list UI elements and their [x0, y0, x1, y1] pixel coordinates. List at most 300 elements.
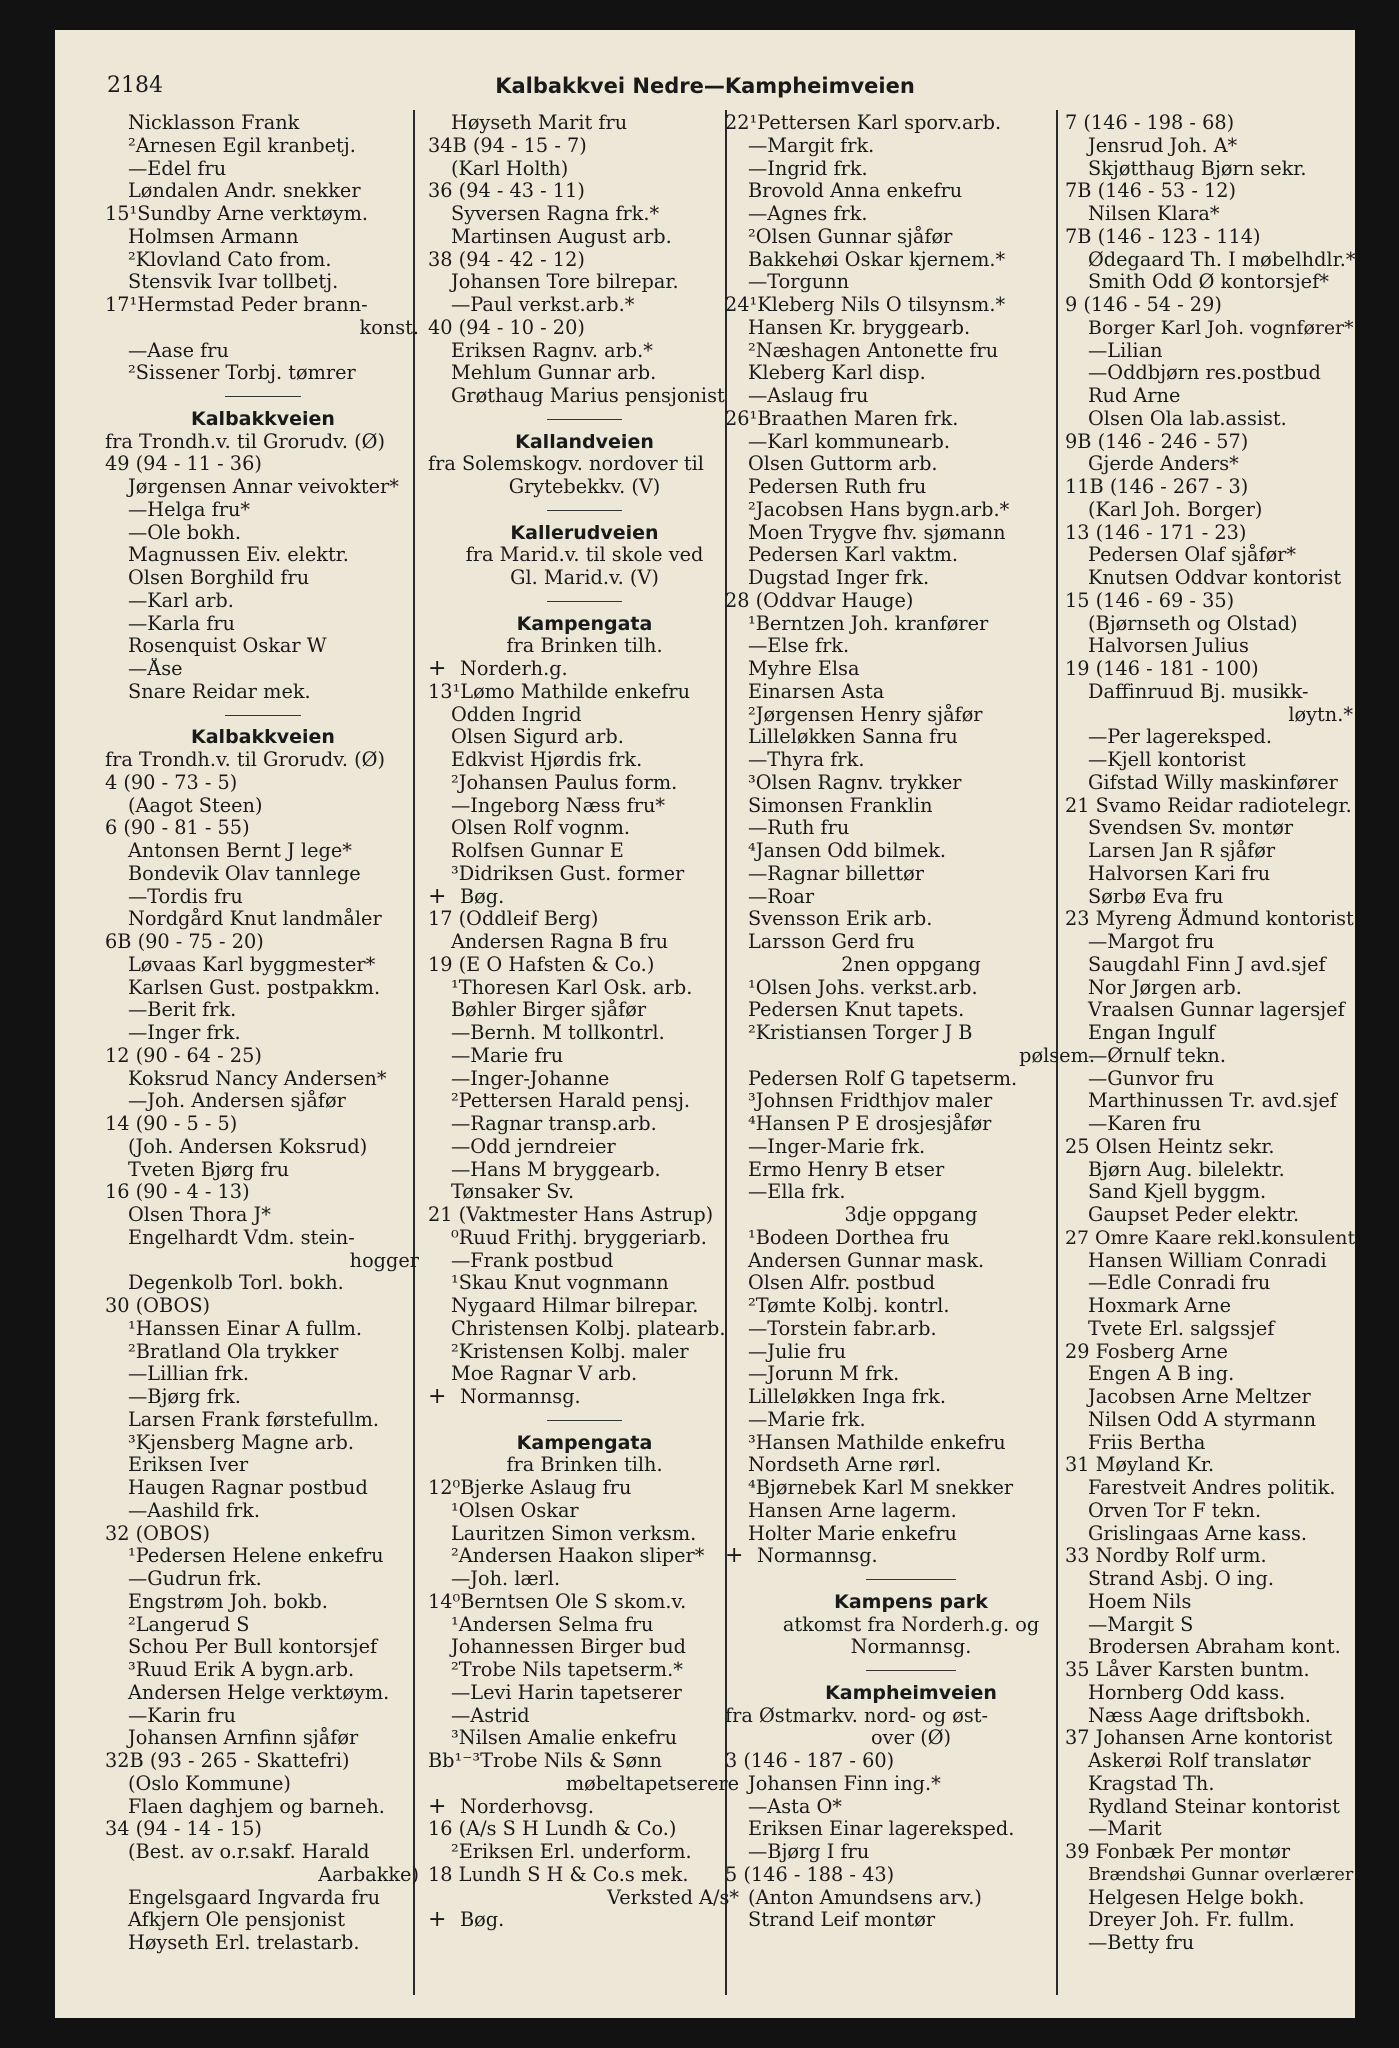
directory-entry: 34B (94 - 15 - 7) — [428, 134, 587, 157]
directory-entry: —Aslaug fru — [748, 385, 869, 407]
directory-entry: —Bjørg frk. — [128, 1386, 241, 1408]
cross-street-marker: + — [428, 1795, 447, 1819]
directory-entry: Dreyer Joh. Fr. fullm. — [1088, 1909, 1295, 1932]
directory-entry: —Paul verkst.arb.* — [451, 294, 635, 316]
directory-entry: ²Jørgensen Henry sjåfør — [748, 703, 983, 726]
directory-entry: pølsem. — [1019, 1044, 1095, 1067]
directory-entry: Rolfsen Gunnar E — [451, 840, 624, 862]
directory-entry: 13 (146 - 171 - 23) — [1065, 521, 1247, 544]
cross-street-name: Bøg. — [460, 1909, 505, 1932]
directory-entry: hogger — [349, 1249, 419, 1272]
directory-entry: ²Sissener Torbj. tømrer — [128, 362, 356, 385]
cross-street-name: Norderh.g. — [460, 658, 568, 680]
directory-entry: Brodersen Abraham kont. — [1088, 1636, 1341, 1659]
street-heading: Kallerudveien — [510, 521, 659, 544]
directory-entry: 7 (146 - 198 - 68) — [1065, 112, 1235, 134]
directory-entry: ³Johnsen Fridthjov maler — [748, 1090, 993, 1113]
cross-street-marker: + — [428, 885, 447, 909]
directory-entry: —Else frk. — [748, 635, 850, 658]
directory-entry: Olsen Sigurd arb. — [451, 726, 624, 749]
section-divider — [428, 590, 741, 613]
directory-entry: Afkjern Ole pensjonist — [128, 1909, 345, 1932]
directory-entry: —Margit frk. — [748, 134, 875, 157]
directory-entry: Bakkehøi Oskar kjernem.* — [748, 248, 1006, 271]
page-number: 2184 — [107, 73, 163, 98]
directory-entry: Simonsen Franklin — [748, 794, 933, 817]
street-heading: Kampengata — [516, 612, 653, 635]
directory-entry: Larsen Jan R sjåfør — [1088, 840, 1276, 862]
directory-entry: —Karin fru — [128, 1704, 236, 1727]
directory-entry: Saugdahl Finn J avd.sjef — [1088, 953, 1326, 976]
directory-entry: 35 Låver Karsten buntm. — [1065, 1659, 1310, 1681]
directory-entry: —Ella frk. — [748, 1181, 846, 1204]
cross-street-marker: + — [428, 1909, 447, 1932]
directory-entry: 28 (Oddvar Hauge) — [725, 589, 914, 612]
directory-entry: ³Didriksen Gust. former — [451, 862, 685, 885]
directory-entry: ⁴Hansen P E drosjesjåfør — [748, 1113, 992, 1135]
directory-entry: 22¹Pettersen Karl sporv.arb. — [725, 112, 1002, 134]
directory-entry: Gifstad Willy maskinfører — [1088, 771, 1338, 794]
running-title: Kalbakkvei Nedre—Kampheimveien — [495, 74, 915, 98]
directory-entry: —Tordis fru — [128, 885, 243, 908]
directory-entry: Halvorsen Kari fru — [1088, 862, 1271, 885]
directory-entry: Normannsg. — [850, 1636, 972, 1659]
directory-entry: Nor Jørgen arb. — [1088, 976, 1242, 999]
directory-entry: ²Arnesen Egil kranbetj. — [128, 134, 356, 157]
directory-entry: 3 (146 - 187 - 60) — [725, 1750, 895, 1772]
directory-entry: —Hans M bryggearb. — [451, 1158, 661, 1181]
directory-entry: Larsson Gerd fru — [748, 931, 915, 953]
directory-entry: —Åse — [128, 658, 183, 680]
directory-entry: Engan Ingulf — [1088, 1022, 1215, 1044]
directory-entry: Moen Trygve fhv. sjømann — [748, 521, 1006, 544]
directory-entry: ¹Thoresen Karl Osk. arb. — [451, 976, 693, 999]
directory-entry: 9 (146 - 54 - 29) — [1065, 294, 1222, 316]
directory-entry: Hansen Kr. bryggearb. — [748, 316, 971, 339]
directory-entry: 21 (Vaktmester Hans Astrup) — [428, 1204, 714, 1226]
directory-entry: 2nen oppgang — [841, 953, 981, 976]
directory-entry: Orven Tor F tekn. — [1088, 1499, 1262, 1522]
directory-entry: 25 Olsen Heintz sekr. — [1065, 1135, 1275, 1158]
directory-entry: ²Jacobsen Hans bygn.arb.* — [748, 498, 1010, 521]
directory-entry: ³Olsen Ragnv. trykker — [748, 771, 962, 794]
directory-entry: —Lillian frk. — [128, 1363, 249, 1386]
section-divider — [105, 704, 421, 727]
directory-entry: fra Marid.v. til skole ved — [465, 544, 704, 567]
directory-entry: —Ingeborg Næss fru* — [451, 794, 666, 817]
directory-entry: Lilleløkken Sanna fru — [748, 726, 958, 749]
directory-entry: Sørbø Eva fru — [1088, 885, 1224, 908]
directory-entry: —Berit frk. — [128, 999, 237, 1022]
directory-entry: Rosenquist Oskar W — [128, 635, 327, 658]
directory-entry: Pedersen Rolf G tapetserm. — [748, 1067, 1018, 1090]
section-divider — [105, 385, 421, 408]
directory-entry: Knutsen Oddvar kontorist — [1088, 567, 1342, 589]
cross-street-name: Normannsg. — [460, 1386, 581, 1408]
directory-entry: Johansen Arnfinn sjåfør — [128, 1727, 359, 1750]
directory-entry: Lauritzen Simon verksm. — [451, 1522, 697, 1545]
cross-street-line — [428, 1796, 741, 1819]
directory-entry: —Marie frk. — [748, 1408, 866, 1431]
directory-entry: Karlsen Gust. postpakkm. — [128, 976, 381, 999]
directory-entry: —Bjørg I fru — [748, 1841, 870, 1863]
directory-entry: —Ragnar transp.arb. — [451, 1113, 657, 1135]
directory-entry: —Joh. Andersen sjåfør — [128, 1090, 346, 1113]
directory-entry: ²Tømte Kolbj. kontrl. — [748, 1295, 950, 1317]
directory-entry: ¹Andersen Selma fru — [451, 1613, 654, 1636]
directory-entry: —Ole bokh. — [128, 521, 241, 544]
directory-entry: —Odd jerndreier — [451, 1135, 616, 1158]
directory-entry: 34 (94 - 14 - 15) — [105, 1818, 262, 1841]
directory-entry: Marthinussen Tr. avd.sjef — [1088, 1090, 1337, 1113]
directory-entry: Svensson Erik arb. — [748, 908, 933, 931]
directory-entry: —Edle Conradi fru — [1088, 1272, 1271, 1295]
section-divider — [428, 499, 741, 522]
directory-entry: ¹Skau Knut vognmann — [451, 1272, 669, 1295]
directory-entry: Vraalsen Gunnar lagersjef — [1088, 999, 1345, 1022]
directory-entry: ²Olsen Gunnar sjåfør — [748, 225, 953, 248]
cross-street-line — [725, 1545, 1097, 1568]
directory-entry: Brændshøi Gunnar overlærer — [1088, 1864, 1354, 1885]
directory-entry: Holmsen Armann — [128, 225, 299, 248]
directory-entry: Martinsen August arb. — [451, 225, 672, 248]
directory-entry: Syversen Ragna frk.* — [451, 203, 660, 225]
directory-entry: Olsen Ola lab.assist. — [1088, 407, 1287, 430]
directory-entry: Olsen Alfr. postbud — [748, 1272, 936, 1295]
directory-entry: Jørgensen Annar veivokter* — [128, 476, 399, 498]
directory-entry: Tveten Bjørg fru — [128, 1158, 290, 1181]
directory-entry: Nicklasson Frank — [128, 112, 300, 134]
directory-entry: —Joh. lærl. — [451, 1568, 561, 1590]
directory-entry: Odden Ingrid — [451, 703, 582, 726]
directory-entry: ¹Olsen Oskar — [451, 1499, 579, 1522]
directory-entry: Nordgård Knut landmåler — [128, 908, 382, 931]
directory-entry: 7B (146 - 123 - 114) — [1065, 225, 1261, 248]
directory-entry: —Ruth fru — [748, 817, 850, 840]
directory-entry: Pedersen Knut tapets. — [748, 999, 965, 1022]
directory-entry: 16 (90 - 4 - 13) — [105, 1181, 250, 1204]
directory-entry: 24¹Kleberg Nils O tilsynsm.* — [725, 294, 1006, 316]
cross-street-line — [428, 886, 741, 909]
directory-entry: ²Johansen Paulus form. — [451, 771, 678, 794]
directory-entry: Johansen Finn ing.* — [748, 1772, 941, 1795]
directory-entry: —Ørnulf tekn. — [1088, 1044, 1226, 1067]
directory-entry: 23 Myreng Ådmund kontorist — [1065, 908, 1354, 931]
directory-entry: 4 (90 - 73 - 5) — [105, 771, 238, 794]
directory-entry: fra Solemskogv. nordover til — [428, 453, 704, 476]
directory-entry: —Julie fru — [748, 1340, 847, 1363]
directory-entry: Degenkolb Torl. bokh. — [128, 1272, 344, 1295]
directory-entry: ²Kristensen Kolbj. maler — [451, 1340, 689, 1363]
directory-entry: Tønsaker Sv. — [451, 1181, 575, 1204]
directory-entry: 17¹Hermstad Peder brann- — [105, 294, 368, 316]
directory-entry: fra Trondh.v. til Grorudv. (Ø) — [105, 749, 385, 771]
column-2 — [428, 112, 741, 1932]
directory-entry: 37 Johansen Arne kontorist — [1065, 1727, 1333, 1750]
cross-street-marker: + — [428, 1386, 447, 1409]
street-heading: Kalbakkveien — [191, 407, 335, 430]
directory-entry: fra Østmarkv. nord- og øst- — [725, 1704, 989, 1727]
directory-entry: —Gudrun frk. — [128, 1568, 262, 1590]
directory-entry: ²Langerud S — [128, 1613, 250, 1636]
directory-entry: Gaupset Peder elektr. — [1088, 1204, 1300, 1226]
directory-entry: (Karl Holth) — [451, 157, 569, 180]
directory-entry: Verksted A/s* — [607, 1886, 739, 1909]
directory-entry: Kleberg Karl disp. — [748, 362, 926, 385]
street-heading: Kalbakkveien — [191, 726, 335, 749]
directory-entry: ¹Berntzen Joh. kranfører — [748, 612, 989, 635]
cross-street-marker: + — [428, 658, 447, 681]
directory-entry: (Oslo Kommune) — [128, 1772, 291, 1795]
directory-entry: Magnussen Eiv. elektr. — [128, 544, 349, 567]
directory-entry: Andersen Ragna B fru — [451, 931, 669, 953]
directory-entry: Løndalen Andr. snekker — [128, 180, 361, 203]
directory-entry: 38 (94 - 42 - 12) — [428, 248, 585, 271]
directory-entry: løytn.* — [1288, 703, 1353, 726]
directory-entry: Hornberg Odd kass. — [1088, 1681, 1286, 1704]
directory-entry: 39 Fonbæk Per montør — [1065, 1841, 1291, 1863]
directory-entry: ²Kristiansen Torger J B — [748, 1022, 973, 1044]
directory-entry: ²Eriksen Erl. underform. — [451, 1841, 692, 1863]
directory-entry: Edkvist Hjørdis frk. — [451, 749, 643, 771]
directory-entry: over (Ø) — [870, 1727, 952, 1750]
directory-entry: —Oddbjørn res.postbud — [1088, 362, 1321, 385]
directory-entry: —Karl kommunearb. — [748, 430, 950, 453]
directory-entry: —Bernh. M tollkontrl. — [451, 1022, 665, 1044]
directory-entry: —Torgunn — [748, 271, 850, 294]
directory-entry: Eriksen Einar lagereksped. — [748, 1818, 1015, 1841]
directory-entry: Gjerde Anders* — [1088, 453, 1239, 476]
directory-entry: —Jorunn M frk. — [748, 1363, 900, 1386]
directory-entry: Dugstad Inger frk. — [748, 567, 930, 589]
section-divider — [725, 1568, 1097, 1591]
directory-entry: Grytebekkv. (V) — [508, 476, 661, 498]
directory-entry: Tvete Erl. salgssjef — [1088, 1317, 1275, 1340]
directory-entry: —Helga fru* — [128, 498, 251, 521]
directory-entry: —Inger frk. — [128, 1022, 241, 1044]
directory-entry: Andersen Gunnar mask. — [748, 1249, 985, 1272]
directory-entry: —Gunvor fru — [1088, 1067, 1215, 1090]
directory-entry: (Aagot Steen) — [128, 794, 263, 817]
directory-entry: Løvaas Karl byggmester* — [128, 953, 376, 976]
section-divider — [725, 1659, 1097, 1682]
directory-entry: atkomst fra Norderh.g. og — [782, 1613, 1040, 1636]
directory-entry: ²Klovland Cato from. — [128, 248, 332, 271]
directory-entry: Johansen Tore bilrepar. — [451, 271, 679, 294]
directory-entry: Hoxmark Arne — [1088, 1295, 1232, 1317]
directory-entry: —Per lagereksped. — [1088, 726, 1272, 749]
directory-entry: Gl. Marid.v. (V) — [510, 567, 659, 589]
directory-entry: 17 (Oddleif Berg) — [428, 908, 599, 931]
directory-entry: (Best. av o.r.sakf. Harald — [128, 1841, 370, 1863]
directory-entry: Koksrud Nancy Andersen* — [128, 1067, 387, 1090]
directory-entry: Nilsen Klara* — [1088, 203, 1220, 225]
directory-entry: Smith Odd Ø kontorsjef* — [1088, 271, 1329, 294]
directory-entry: ²Trobe Nils tapetserm.* — [451, 1659, 683, 1681]
directory-entry: 15 (146 - 69 - 35) — [1065, 589, 1235, 612]
directory-entry: Jacobsen Arne Meltzer — [1088, 1386, 1311, 1408]
directory-entry: ³Ruud Erik A bygn.arb. — [128, 1659, 355, 1681]
directory-entry: —Kjell kontorist — [1088, 749, 1246, 771]
directory-entry: (Anton Amundsens arv.) — [748, 1886, 982, 1909]
directory-entry: 14⁰Berntsen Ole S skom.v. — [428, 1590, 687, 1613]
cross-street-name: Norderhovsg. — [460, 1795, 594, 1818]
directory-entry: Strand Asbj. O ing. — [1088, 1568, 1274, 1590]
directory-entry: 6B (90 - 75 - 20) — [105, 931, 264, 953]
directory-entry: Rydland Steinar kontorist — [1088, 1795, 1340, 1818]
cross-street-name: Bøg. — [460, 885, 505, 908]
column-3 — [725, 112, 1097, 1932]
directory-entry: —Roar — [748, 885, 815, 908]
directory-entry: Christensen Kolbj. platearb. — [451, 1317, 726, 1340]
directory-entry: ¹Bodeen Dorthea fru — [748, 1226, 950, 1249]
directory-entry: Rud Arne — [1088, 385, 1181, 407]
directory-entry: Ødegaard Th. I møbelhdlr.* — [1088, 248, 1355, 271]
directory-entry: 12⁰Bjerke Aslaug fru — [428, 1477, 632, 1499]
directory-entry: Olsen Rolf vognm. — [451, 817, 631, 840]
directory-entry: Grislingaas Arne kass. — [1088, 1522, 1307, 1545]
directory-entry: —Inger-Johanne — [451, 1067, 610, 1090]
directory-entry: —Frank postbud — [451, 1249, 614, 1272]
directory-entry: —Marit — [1088, 1818, 1162, 1841]
directory-entry: Ermo Henry B etser — [748, 1158, 945, 1181]
directory-entry: (Joh. Andersen Koksrud) — [128, 1135, 368, 1158]
directory-entry: Engelhardt Vdm. stein- — [128, 1226, 355, 1249]
directory-entry: Skjøtthaug Bjørn sekr. — [1088, 157, 1307, 180]
directory-entry: Bondevik Olav tannlege — [128, 862, 361, 885]
cross-street-line — [428, 1386, 741, 1409]
directory-entry: ¹Pedersen Helene enkefru — [128, 1545, 384, 1568]
directory-entry: ¹Hanssen Einar A fullm. — [128, 1317, 363, 1340]
directory-entry: 32B (93 - 265 - Skattefri) — [105, 1750, 350, 1772]
directory-entry: ³Nilsen Amalie enkefru — [451, 1727, 678, 1750]
directory-entry: Borger Karl Joh. vognfører* — [1088, 316, 1354, 339]
directory-entry: Høyseth Erl. trelastarb. — [128, 1932, 360, 1954]
directory-entry: Pedersen Karl vaktm. — [748, 544, 958, 567]
directory-entry: 9B (146 - 246 - 57) — [1065, 430, 1249, 453]
directory-entry: Holter Marie enkefru — [748, 1522, 957, 1545]
directory-entry: —Margot fru — [1088, 931, 1215, 953]
directory-entry: Næss Aage driftsbokh. — [1088, 1704, 1311, 1727]
directory-entry: 14 (90 - 5 - 5) — [105, 1113, 238, 1135]
directory-entry: Halvorsen Julius — [1088, 635, 1249, 658]
directory-entry: (Bjørnseth og Olstad) — [1088, 612, 1298, 635]
directory-entry: Bøhler Birger sjåfør — [451, 999, 647, 1022]
directory-entry: —Ragnar billettør — [748, 862, 924, 885]
directory-entry: Schou Per Bull kontorsjef — [128, 1636, 378, 1659]
directory-entry: Engen A B ing. — [1088, 1363, 1235, 1386]
directory-entry: —Marie fru — [451, 1044, 564, 1067]
directory-entry: Olsen Thora J* — [128, 1204, 271, 1226]
column-1 — [105, 112, 421, 1955]
directory-entry: Hansen William Conradi — [1088, 1249, 1327, 1272]
directory-entry: 6 (90 - 81 - 55) — [105, 817, 250, 840]
directory-entry: Hansen Arne lagerm. — [748, 1499, 957, 1522]
directory-entry: Larsen Frank førstefullm. — [128, 1408, 380, 1431]
directory-entry: 3dje oppgang — [844, 1204, 978, 1226]
directory-entry: ²Næshagen Antonette fru — [748, 339, 999, 362]
directory-entry: 32 (OBOS) — [105, 1522, 211, 1545]
directory-entry: Mehlum Gunnar arb. — [451, 362, 657, 385]
directory-entry: Stensvik Ivar tollbetj. — [128, 271, 339, 294]
directory-entry: 49 (94 - 11 - 36) — [105, 453, 262, 476]
directory-entry: Flaen daghjem og barneh. — [128, 1795, 385, 1818]
directory-entry: Olsen Borghild fru — [128, 567, 310, 589]
directory-entry: 13¹Lømo Mathilde enkefru — [428, 680, 691, 703]
directory-entry: —Asta O* — [748, 1795, 842, 1818]
directory-entry: Pedersen Olaf sjåfør* — [1088, 544, 1297, 567]
directory-entry: —Lilian — [1088, 339, 1163, 362]
directory-entry: Farestveit Andres politik. — [1088, 1477, 1336, 1499]
directory-entry: Askerøi Rolf translatør — [1088, 1750, 1311, 1772]
directory-entry: Nordseth Arne rørl. — [748, 1454, 942, 1477]
directory-entry: —Thyra frk. — [748, 749, 865, 771]
cross-street-line — [428, 658, 741, 681]
directory-entry: Brovold Anna enkefru — [748, 180, 963, 203]
directory-entry: 15¹Sundby Arne verktøym. — [105, 203, 368, 225]
directory-entry: Friis Bertha — [1088, 1431, 1206, 1454]
directory-entry: Moe Ragnar V arb. — [451, 1363, 638, 1386]
street-heading: Kallandveien — [515, 430, 654, 453]
directory-entry: ³Kjensberg Magne arb. — [128, 1431, 354, 1454]
directory-entry: ⁰Ruud Frithj. bryggeriarb. — [451, 1226, 707, 1249]
directory-entry: Myhre Elsa — [748, 658, 860, 680]
directory-entry: —Inger-Marie frk. — [748, 1135, 926, 1158]
directory-entry: Antonsen Bernt J lege* — [128, 840, 352, 862]
cross-street-line — [428, 1909, 741, 1932]
directory-entry: Olsen Guttorm arb. — [748, 453, 938, 476]
directory-entry: ²Andersen Haakon sliper* — [451, 1545, 705, 1568]
directory-entry: ¹Olsen Johs. verkst.arb. — [748, 976, 978, 999]
directory-entry: —Karen fru — [1088, 1113, 1202, 1135]
directory-entry: Pedersen Ruth fru — [748, 476, 927, 498]
directory-entry: Nygaard Hilmar bilrepar. — [451, 1295, 699, 1317]
directory-entry: Jensrud Joh. A* — [1088, 134, 1238, 157]
directory-entry: 16 (A/s S H Lundh & Co.) — [428, 1818, 677, 1841]
directory-entry: Lilleløkken Inga frk. — [748, 1386, 946, 1408]
directory-entry: —Aase fru — [128, 339, 229, 362]
directory-entry: konst. — [359, 316, 419, 339]
directory-entry: —Ingrid frk. — [748, 157, 868, 180]
directory-entry: 12 (90 - 64 - 25) — [105, 1044, 262, 1067]
directory-entry: 40 (94 - 10 - 20) — [428, 316, 585, 339]
directory-entry: fra Trondh.v. til Grorudv. (Ø) — [105, 430, 385, 453]
directory-entry: Engelsgaard Ingvarda fru — [128, 1886, 381, 1909]
directory-entry: 11B (146 - 267 - 3) — [1065, 476, 1249, 498]
directory-entry: —Agnes frk. — [748, 203, 868, 225]
directory-entry: Engstrøm Joh. bokb. — [128, 1590, 328, 1613]
directory-entry: 7B (146 - 53 - 12) — [1065, 180, 1237, 203]
street-heading: Kampens park — [834, 1590, 988, 1613]
directory-entry: —Betty fru — [1088, 1932, 1195, 1954]
directory-entry: Hoem Nils — [1088, 1590, 1192, 1613]
directory-entry: Andersen Helge verktøym. — [128, 1681, 390, 1704]
directory-entry: —Torstein fabr.arb. — [748, 1317, 937, 1340]
directory-entry: 31 Møyland Kr. — [1065, 1454, 1215, 1477]
directory-entry: 29 Fosberg Arne — [1065, 1340, 1228, 1363]
directory-entry: —Margit S — [1088, 1613, 1194, 1636]
directory-entry: ²Pettersen Harald pensj. — [451, 1090, 691, 1113]
directory-entry: Bjørn Aug. bilelektr. — [1088, 1158, 1285, 1181]
directory-entry: —Karl arb. — [128, 589, 234, 612]
directory-entry: —Levi Harin tapetserer — [451, 1681, 682, 1704]
directory-entry: 19 (E O Hafsten & Co.) — [428, 953, 655, 976]
directory-entry: Kragstad Th. — [1088, 1772, 1215, 1795]
directory-entry: 30 (OBOS) — [105, 1295, 211, 1317]
directory-entry: Einarsen Asta — [748, 680, 885, 703]
directory-entry: ⁴Bjørnebek Karl M snekker — [748, 1477, 1014, 1499]
directory-entry: 36 (94 - 43 - 11) — [428, 180, 585, 203]
